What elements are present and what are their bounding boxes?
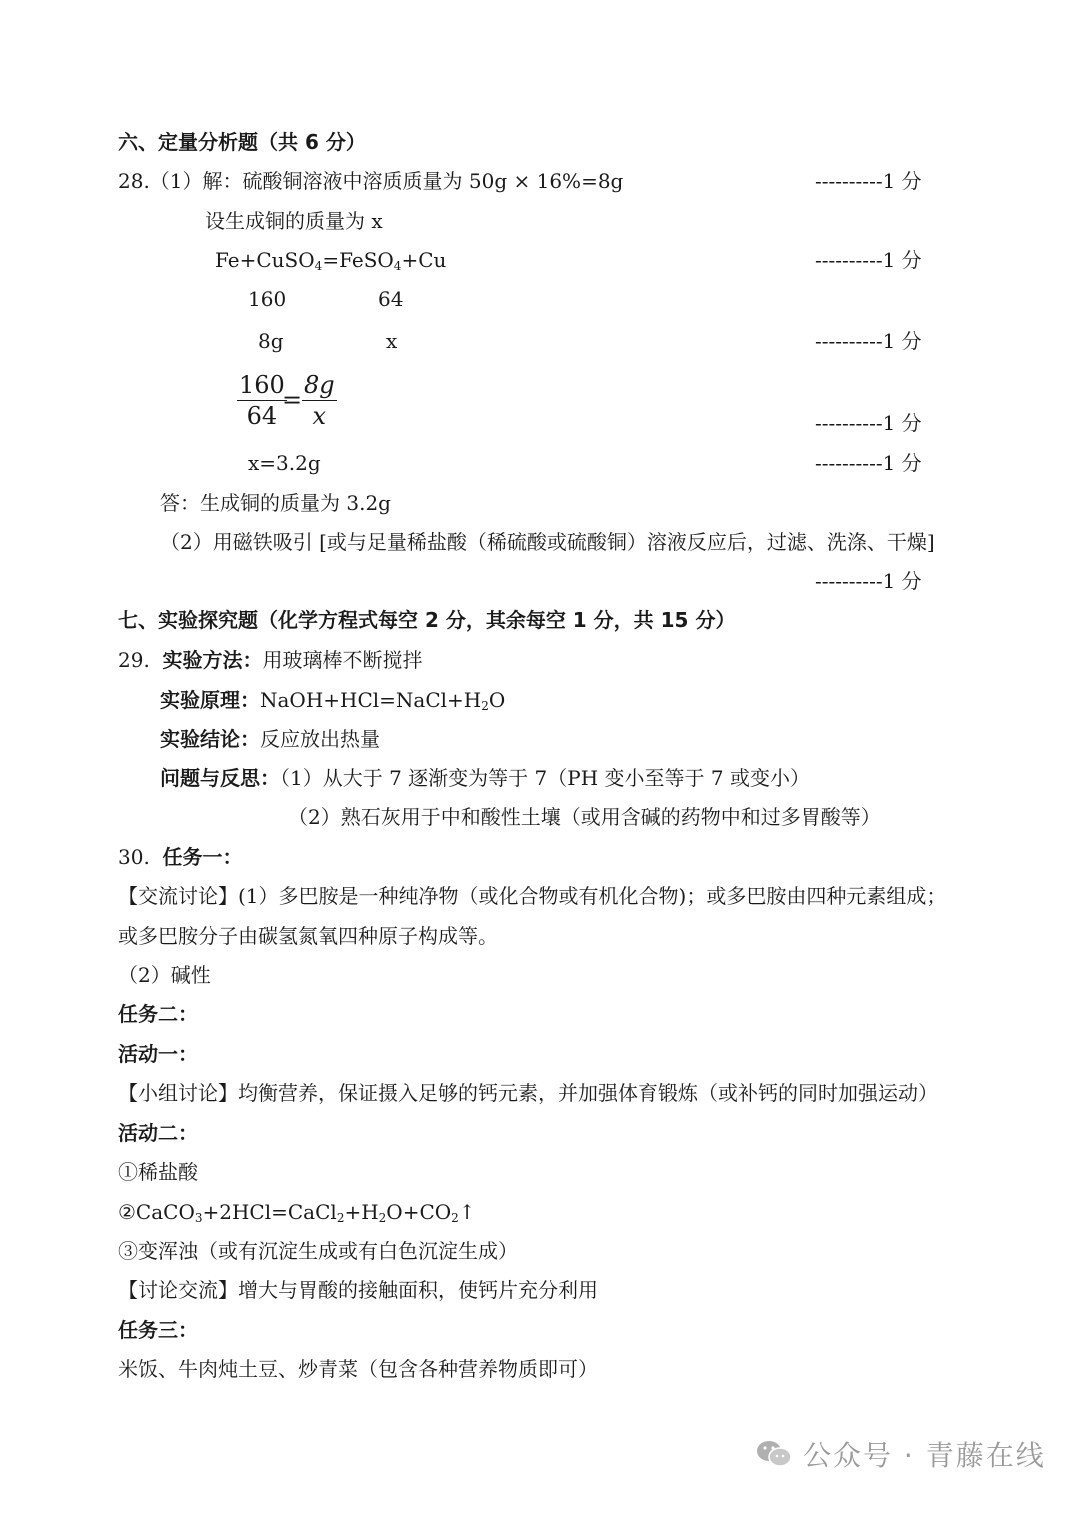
- score-mark: ----------1 分: [815, 248, 922, 272]
- score-mark: ----------1 分: [815, 411, 922, 435]
- watermark: [755, 1434, 1046, 1474]
- q29-conclusion: 实验结论：反应放出热量: [160, 727, 380, 751]
- fraction-right: [302, 370, 337, 431]
- fraction-left: [237, 370, 287, 431]
- q30-discussion-1: 【交流讨论】(1）多巴胺是一种纯净物（或化合物或有机化合物)；或多巴胺由四种元素组成；: [118, 884, 947, 908]
- fraction-left-denominator: 64: [246, 402, 278, 430]
- score-mark: ----------1 分: [815, 451, 922, 475]
- q29-reflection-2: （2）熟石灰用于中和酸性土壤（或用含碱的药物中和过多胃酸等）: [288, 805, 881, 829]
- section-7-title: 七、实验探究题（化学方程式每空 2 分，其余每空 1 分，共 15 分）: [118, 608, 736, 632]
- q28-equation: Fe+CuSO$_4$=FeSO$_4$+Cu: [215, 248, 447, 273]
- score-mark: ----------1 分: [815, 569, 922, 593]
- q30-task1: 30. 任务一：: [118, 845, 243, 869]
- watermark-text: 公众号 · 青藤在线: [803, 1439, 1046, 1472]
- q29-principle: 实验原理：$NaOH+HCl=NaCl+H_2O$: [160, 688, 506, 713]
- q28-mass-160: 160: [248, 287, 287, 311]
- section-6-title: 六、定量分析题（共 6 分）: [118, 130, 366, 154]
- q30-task2: 任务二：: [118, 1002, 198, 1026]
- q28-mass-64: 64: [378, 287, 404, 311]
- q30-item-3: ③变浑浊（或有沉淀生成或有白色沉淀生成）: [118, 1239, 518, 1263]
- q30-task3: 任务三：: [118, 1318, 198, 1342]
- q28-line2: 设生成铜的质量为 x: [205, 209, 383, 233]
- q30-discussion-3: 【讨论交流】增大与胃酸的接触面积，使钙片充分利用: [118, 1278, 598, 1302]
- fraction-right-denominator: x: [312, 402, 327, 430]
- q30-group-discussion: 【小组讨论】均衡营养，保证摄入足够的钙元素，并加强体育锻炼（或补钙的同时加强运动）: [118, 1081, 938, 1105]
- q30-activity1: 活动一：: [118, 1042, 198, 1066]
- q30-item-1: ①稀盐酸: [118, 1160, 198, 1184]
- q29-reflection-1: 问题与反思：（1）从大于 7 逐渐变为等于 7（PH 变小至等于 7 或变小）: [160, 766, 810, 790]
- q28-mass-8g: 8g: [258, 329, 284, 353]
- q30-menu: 米饭、牛肉炖土豆、炒青菜（包含各种营养物质即可）: [118, 1357, 598, 1381]
- wechat-icon: [755, 1438, 793, 1470]
- q28-line1: 28.（1）解：硫酸铜溶液中溶质质量为 50g × 16%=8g: [118, 169, 624, 193]
- fraction-equals: =: [282, 386, 303, 414]
- score-mark: ----------1 分: [815, 329, 922, 353]
- q28-result: x=3.2g: [248, 451, 321, 475]
- fraction-left-numerator: 160: [239, 371, 285, 399]
- q28-part2: （2）用磁铁吸引 [或与足量稀盐酸（稀硫酸或硫酸铜）溶液反应后，过滤、洗涤、干燥]: [160, 530, 935, 554]
- score-mark: ----------1 分: [815, 169, 922, 193]
- q30-item-2-equation: $②CaCO_3+2HCl=CaCl_2+H_2O+CO_2↑$: [118, 1200, 476, 1225]
- q30-discussion-2: （2）碱性: [118, 963, 211, 987]
- q28-mass-x: x: [386, 329, 398, 353]
- q30-discussion-1b: 或多巴胺分子由碳氢氮氧四种原子构成等。: [118, 924, 498, 948]
- q28-answer: 答：生成铜的质量为 3.2g: [160, 491, 391, 515]
- fraction-right-numerator: 8g: [304, 371, 335, 399]
- q29-method: 29. 实验方法：用玻璃棒不断搅拌: [118, 648, 423, 672]
- q30-activity2: 活动二：: [118, 1121, 198, 1145]
